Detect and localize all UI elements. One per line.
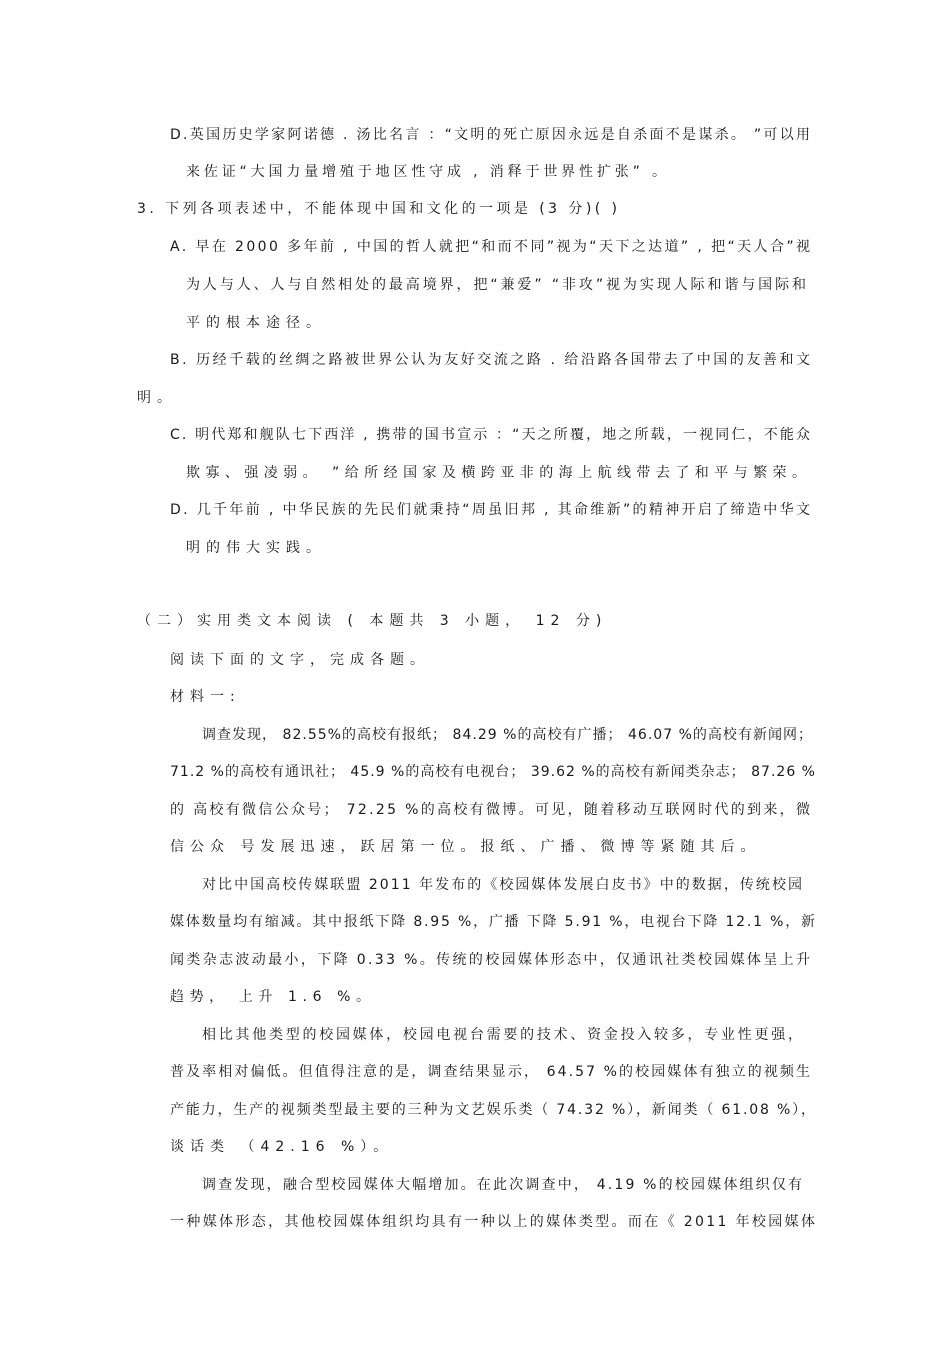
text-line: 来佐证“大国力量增殖于地区性守成 , 消释于世界性扩张” 。 (186, 164, 670, 180)
text-line: 媒体数量均有缩减。其中报纸下降 8.95 %，广播 下降 5.91 %，电视台下降 12.1 %，新 (170, 914, 817, 930)
text-line: 产能力，生产的视频类型最主要的三种为文艺娱乐类（ 74.32 %），新闻类（ 61.08 %）， (170, 1102, 817, 1118)
text-line: 的 高校有微信公众号； 72.25 %的高校有微博。可见，随着移动互联网时代的到来，微 (170, 802, 813, 818)
text-line: 信公众 号发展迅速，跃居第一位。报纸、广播、微博等紧随其后。 (170, 839, 761, 855)
text-line: 明的伟大实践。 (186, 540, 326, 556)
section-heading: （二）实用类文本阅读 ( 本题共 3 小题， 12 分) (137, 613, 608, 629)
text-line: 闻类杂志波动最小，下降 0.33 %。传统的校园媒体形态中，仅通讯社类校园媒体呈上升 (170, 952, 813, 968)
text-line: 趋势， 上升 1.6 %。 (170, 989, 376, 1005)
text-line: 普及率相对偏低。但值得注意的是，调查结果显示， 64.57 %的校园媒体有独立的视频生 (170, 1064, 813, 1080)
text-line: 对比中国高校传媒联盟 2011 年发布的《校园媒体发展白皮书》中的数据，传统校园 (202, 877, 805, 893)
option-c: C. 明代郑和舰队七下西洋 , 携带的国书宣示 ：“天之所覆，地之所载，一视同仁，不能众 (170, 427, 813, 443)
text-line: 调查发现， 82.55%的高校有报纸； 84.29 %的高校有广播； 46.07 %的高校有新闻网； (202, 727, 814, 743)
text-line: 一种媒体形态，其他校园媒体组织均具有一种以上的媒体类型。而在《 2011 年校园媒体 (170, 1214, 818, 1230)
text-line: 相比其他类型的校园媒体，校园电视台需要的技术、资金投入较多，专业性更强， (202, 1027, 805, 1043)
option-a: A. 早在 2000 多年前 , 中国的哲人就把“和而不同”视为“天下之达道” , 把“天人合”视 (170, 239, 813, 255)
text-line: 调查发现，融合型校园媒体大幅增加。在此次调查中， 4.19 %的校园媒体组织仅有 (202, 1177, 805, 1193)
text-line: 为人与人、人与自然相处的最高境界，把“兼爱” “非攻”视为实现人际和谐与国际和 (186, 277, 809, 293)
text-line: 平的根本途径。 (186, 315, 326, 331)
option-b: B. 历经千载的丝绸之路被世界公认为友好交流之路 . 给沿路各国带去了中国的友善和文 (170, 352, 813, 368)
instruction: 阅读下面的文字，完成各题。 (170, 652, 430, 668)
text-line: 明。 (137, 390, 177, 406)
text-line: D.英国历史学家阿诺德 . 汤比名言 ：“文明的死亡原因永远是自杀面不是谋杀。 ”可以用 (170, 127, 813, 143)
material-label: 材料一: (170, 689, 241, 705)
option-d: D. 几千年前 , 中华民族的先民们就秉持“周虽旧邦 , 其命维新”的精神开启了缔造中华文 (170, 502, 813, 518)
question-3-stem: 3. 下列各项表述中，不能体现中国和文化的一项是 (3 分)( ) (137, 201, 621, 217)
text-line: 71.2 %的高校有通讯社； 45.9 %的高校有电视台； 39.62 %的高校有新闻类杂志； 87.26 % (170, 764, 816, 780)
text-line: 谈话类 （42.16 %）。 (170, 1139, 394, 1155)
text-line: 欺寡、强凌弱。 ”给所经国家及横跨亚非的海上航线带去了和平与繁荣。 (186, 465, 812, 481)
